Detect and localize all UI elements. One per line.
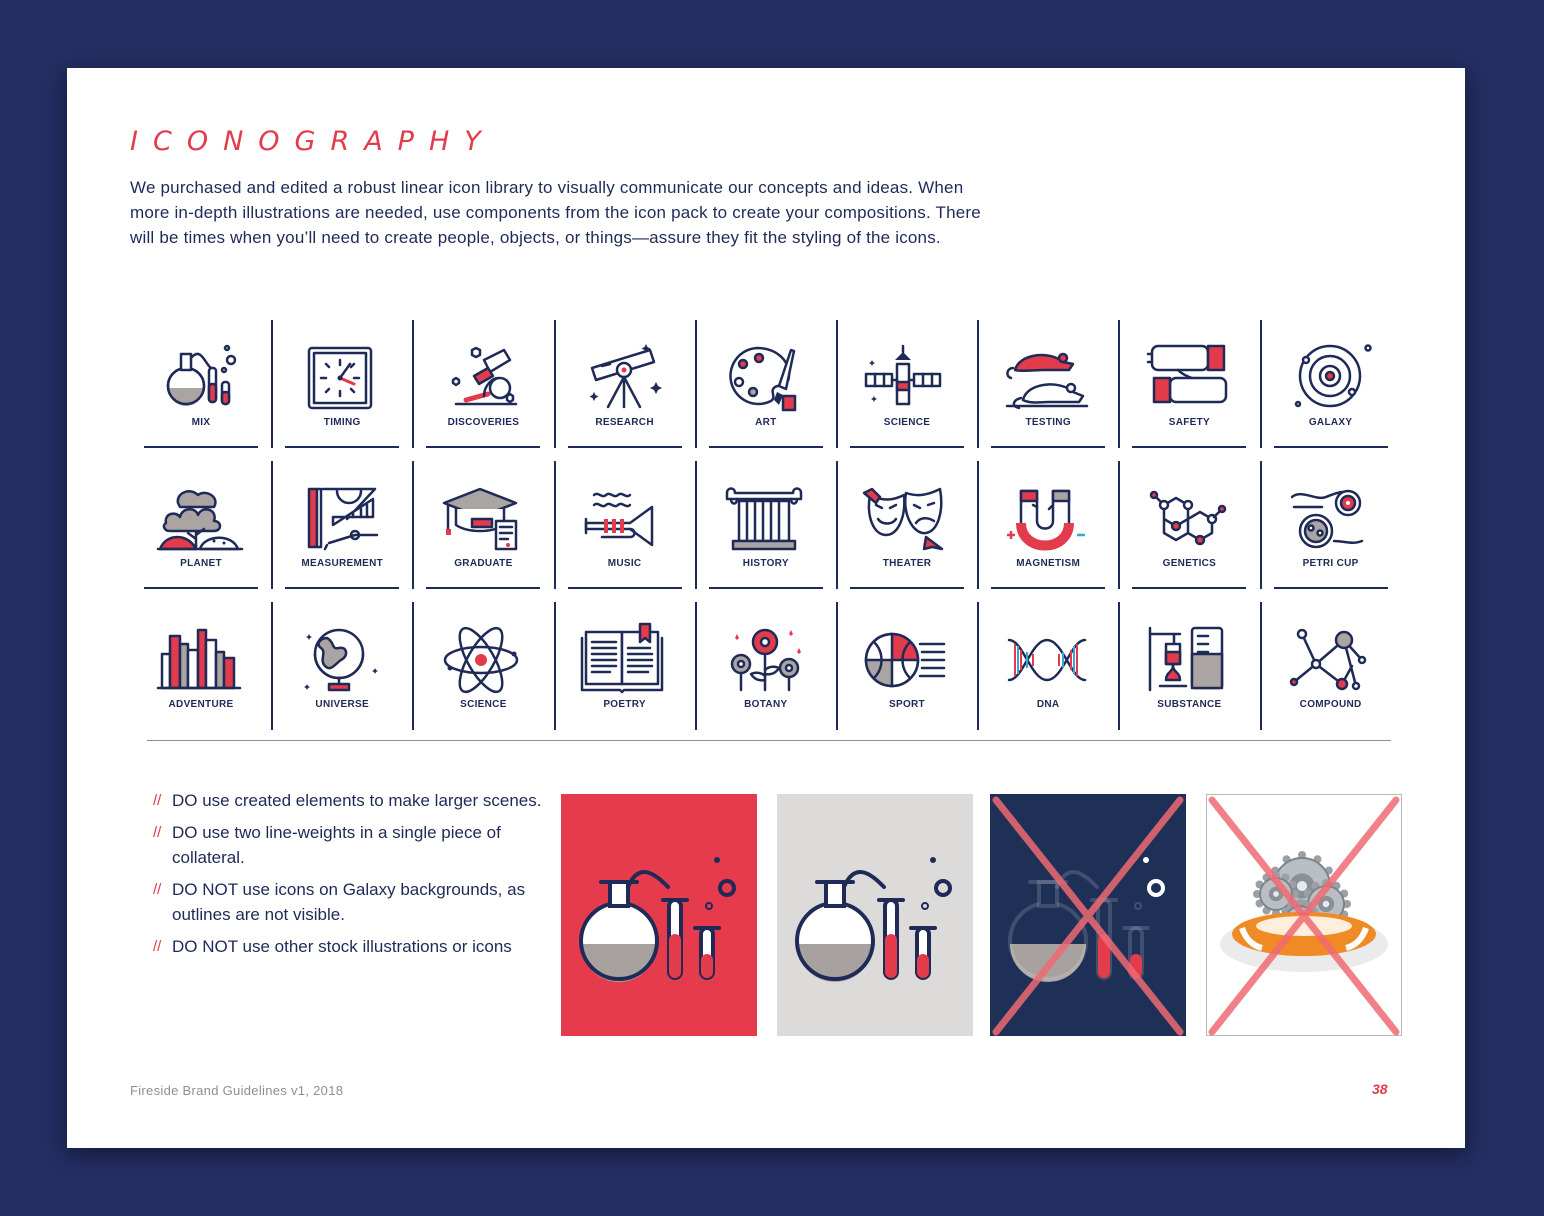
icon-tile (1274, 602, 1388, 730)
grid-divider (1260, 461, 1262, 589)
magnet-icon (1003, 483, 1093, 555)
icon-label: THEATER (882, 558, 932, 569)
tile-underline (144, 446, 258, 448)
red-background-example (561, 794, 757, 1036)
books-icon (156, 624, 246, 696)
icon-label: SCIENCE (883, 417, 931, 428)
icon-tile (1274, 461, 1388, 589)
icon-tile (144, 602, 258, 730)
tree-icon (156, 483, 246, 555)
rule-marker: // (153, 938, 162, 955)
open-book-icon (580, 624, 670, 696)
dna-icon (1003, 624, 1093, 696)
grid-divider (554, 602, 556, 730)
rule-text: DO NOT use icons on Galaxy backgrounds, as outlines are not visible. (172, 880, 526, 924)
icon-label: MEASUREMENT (301, 558, 383, 569)
icon-tile (850, 461, 964, 589)
icon-tile (1132, 602, 1246, 730)
page-number: 38 (1372, 1081, 1388, 1097)
grid-divider (1260, 602, 1262, 730)
icon-label: BOTANY (744, 699, 788, 710)
grid-divider (836, 602, 838, 730)
grid-divider (977, 461, 979, 589)
icon-tile (568, 602, 682, 730)
satellite-icon (862, 342, 952, 414)
icon-tile (285, 461, 399, 589)
grid-divider (412, 461, 414, 589)
usage-rules-list (153, 788, 553, 966)
petri-dish-icon (1286, 483, 1376, 555)
rule-text: DO use created elements to make larger scenes. (172, 791, 542, 810)
grid-divider (836, 320, 838, 448)
grid-divider (412, 602, 414, 730)
icon-label: SAFETY (1168, 417, 1211, 428)
usage-rule (153, 820, 553, 870)
beaker-icon (1144, 624, 1234, 696)
tile-underline (709, 446, 823, 448)
palette-icon (721, 342, 811, 414)
nodes-icon (1286, 624, 1376, 696)
icon-grid (144, 320, 1390, 718)
grid-divider (695, 602, 697, 730)
icon-label: ADVENTURE (168, 699, 234, 710)
icon-tile (426, 461, 540, 589)
stock-illustration-example (1206, 794, 1402, 1036)
icon-label: RESEARCH (595, 417, 654, 428)
icon-tile (850, 320, 964, 448)
guideline-page (67, 68, 1465, 1148)
molecule-icon (1144, 483, 1234, 555)
telescope-icon (580, 342, 670, 414)
icon-label: GENETICS (1162, 558, 1217, 569)
rule-marker: // (153, 792, 162, 809)
page-title: ICONOGRAPHY (130, 126, 496, 157)
tile-underline (285, 446, 399, 448)
grid-divider (1118, 461, 1120, 589)
icon-tile (144, 320, 258, 448)
icon-label: MIX (191, 417, 211, 428)
icon-label: TIMING (323, 417, 361, 428)
icon-tile (709, 602, 823, 730)
grid-divider (1260, 320, 1262, 448)
grid-divider (271, 461, 273, 589)
icon-tile (1132, 320, 1246, 448)
icon-tile (568, 461, 682, 589)
navy-background-example (990, 794, 1186, 1036)
ruler-icon (297, 483, 387, 555)
grid-divider (1118, 320, 1120, 448)
icon-tile (709, 320, 823, 448)
globe-icon (297, 624, 387, 696)
icon-label: MAGNETISM (1016, 558, 1081, 569)
icon-label: DNA (1036, 699, 1060, 710)
footer-text: Fireside Brand Guidelines v1, 2018 (130, 1083, 344, 1098)
grid-divider (836, 461, 838, 589)
rule-marker: // (153, 881, 162, 898)
rat-icon (1003, 342, 1093, 414)
tile-underline (285, 587, 399, 589)
icon-tile (426, 602, 540, 730)
usage-rule (153, 788, 553, 813)
icon-label: PLANET (180, 558, 222, 569)
icon-tile (285, 602, 399, 730)
orbit-icon (1286, 342, 1376, 414)
tile-underline (1132, 587, 1246, 589)
tile-underline (426, 587, 540, 589)
intro-paragraph: We purchased and edited a robust linear icon library to visually communicate our concepts and ideas. When more in-depth illustrations are needed, use components from the icon pack to create your compositions. There will be times when you’ll need to create people, objects, or things—assure they fit the styling of the icons. (130, 178, 981, 247)
icon-tile (850, 602, 964, 730)
icon-tile (285, 320, 399, 448)
grid-divider (271, 320, 273, 448)
icon-label: MUSIC (607, 558, 642, 569)
icon-label: POETRY (603, 699, 646, 710)
icon-label: GALAXY (1308, 417, 1353, 428)
flask-illustration (777, 794, 973, 1036)
icon-tile (426, 320, 540, 448)
tile-underline (568, 587, 682, 589)
grid-divider (412, 320, 414, 448)
rule-marker: // (153, 824, 162, 841)
flask-illustration (990, 794, 1186, 1036)
icon-tile (991, 461, 1105, 589)
gray-background-example (777, 794, 973, 1036)
icon-tile (709, 461, 823, 589)
column-icon (721, 483, 811, 555)
section-divider (147, 740, 1391, 741)
masks-icon (862, 483, 952, 555)
rule-text: DO NOT use other stock illustrations or icons (172, 937, 512, 956)
grid-divider (977, 602, 979, 730)
ball-icon (862, 624, 952, 696)
tile-underline (709, 587, 823, 589)
icon-label: SPORT (889, 699, 925, 710)
tile-underline (1274, 446, 1388, 448)
tile-underline (568, 446, 682, 448)
microscope-icon (438, 342, 528, 414)
icon-label: TESTING (1025, 417, 1071, 428)
grid-divider (554, 461, 556, 589)
flask-icon (156, 342, 246, 414)
icon-tile (991, 602, 1105, 730)
grid-divider (977, 320, 979, 448)
atom-icon (438, 624, 528, 696)
icon-label: PETRI CUP (1302, 558, 1359, 569)
grid-divider (1118, 602, 1120, 730)
icon-label: ART (755, 417, 777, 428)
grid-divider (271, 602, 273, 730)
tile-underline (850, 446, 964, 448)
tile-underline (144, 587, 258, 589)
graduation-cap-icon (438, 483, 528, 555)
usage-rule (153, 934, 553, 959)
rule-text: DO use two line-weights in a single piece of collateral. (172, 823, 501, 867)
tile-underline (991, 446, 1105, 448)
tile-underline (426, 446, 540, 448)
icon-tile (1274, 320, 1388, 448)
icon-tile (991, 320, 1105, 448)
tile-underline (1274, 587, 1388, 589)
icon-label: HISTORY (742, 558, 789, 569)
flask-illustration (561, 794, 757, 1036)
icon-tile (144, 461, 258, 589)
tile-underline (850, 587, 964, 589)
icon-label: COMPOUND (1299, 699, 1362, 710)
grid-divider (554, 320, 556, 448)
icon-label: SCIENCE (460, 699, 507, 710)
flowers-icon (721, 624, 811, 696)
usage-rule (153, 877, 553, 927)
grid-divider (695, 461, 697, 589)
tile-underline (991, 587, 1105, 589)
tile-underline (1132, 446, 1246, 448)
icon-label: SUBSTANCE (1157, 699, 1222, 710)
stock-gears-illustration (1206, 794, 1402, 1036)
icon-label: UNIVERSE (315, 699, 369, 710)
grid-divider (695, 320, 697, 448)
icon-tile (1132, 461, 1246, 589)
icon-label: GRADUATE (454, 558, 513, 569)
icon-tile (568, 320, 682, 448)
icon-label: DISCOVERIES (447, 417, 520, 428)
trumpet-icon (580, 483, 670, 555)
gloves-icon (1144, 342, 1234, 414)
clock-icon (297, 342, 387, 414)
